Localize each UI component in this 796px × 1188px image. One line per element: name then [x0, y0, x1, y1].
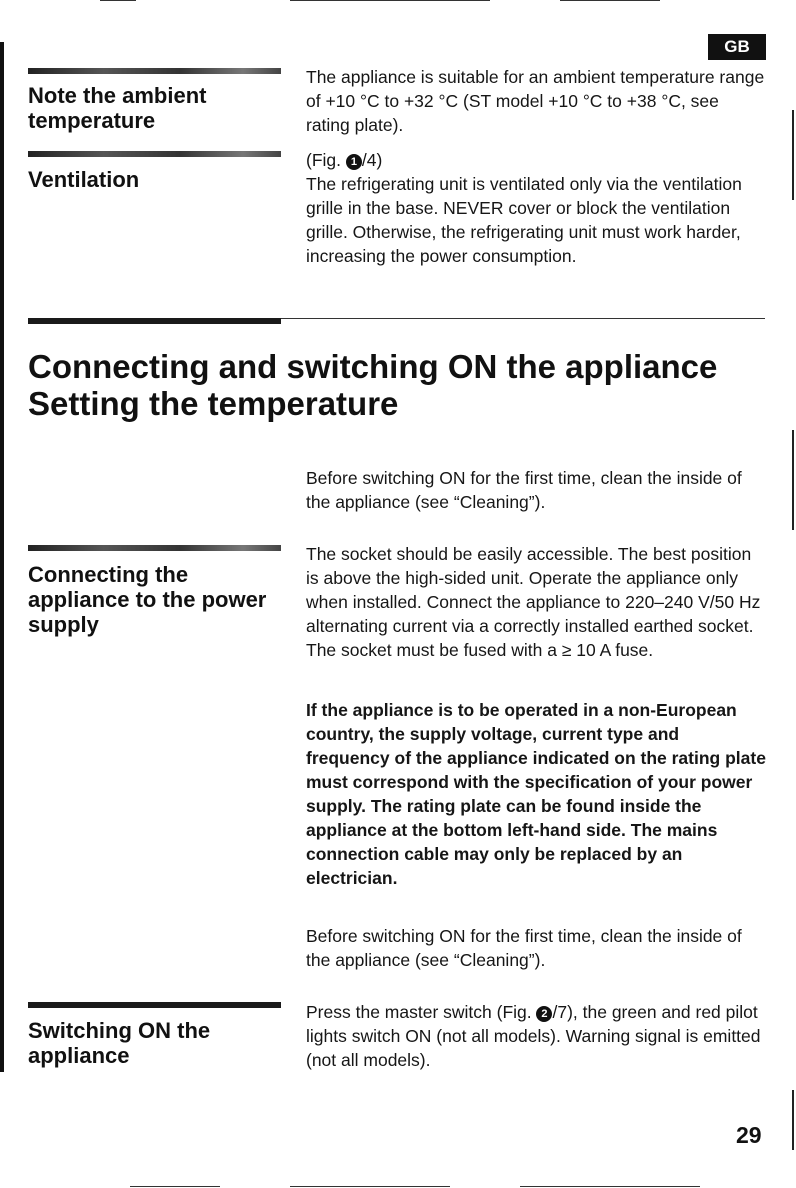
- top-edge-line: [100, 0, 136, 1]
- title-rule: [28, 318, 281, 324]
- bottom-edge-line: [520, 1186, 700, 1187]
- right-edge-bar: [792, 430, 794, 530]
- bottom-edge-line: [130, 1186, 220, 1187]
- section-rule: [28, 68, 281, 74]
- main-title-line1: Connecting and switching ON the appliance: [28, 348, 718, 385]
- top-edge-line: [560, 0, 660, 1]
- ambient-heading: Note the ambient temperature: [28, 83, 207, 133]
- connecting-text: The socket should be easily accessible. The best position is above the high-sided unit. Operate the appliance only when installed. Connect the appliance to 220–240 V/50 Hz alternating current via a correctly installed earthed socket. The socket must be fused with a ≥ 10 A fuse.: [306, 544, 761, 660]
- right-edge-bar: [792, 110, 794, 200]
- top-edge-line: [290, 0, 490, 1]
- title-rule-line: [281, 318, 765, 319]
- ventilation-fig-ref: (Fig. 1 /4): [306, 150, 383, 170]
- section-rule: [28, 545, 281, 551]
- connecting-warning: If the appliance is to be operated in a non-European country, the supply voltage, current type and frequency of the appliance indicated on the rating plate must correspond with the specification of your power supply. The rating plate can be found inside the appliance at the bottom left-hand side. The mains connection cable may only be replaced by an electrician.: [306, 700, 766, 888]
- ventilation-text: The refrigerating unit is ventilated only via the ventilation grille in the base. NEVER cover or block the ventilation grille. Otherwise, the refrigerating unit must work harder, increasing the power consumption.: [306, 174, 742, 266]
- intro-text: Before switching ON for the first time, clean the inside of the appliance (see “Cleaning”).: [306, 468, 742, 512]
- switching-heading: Switching ON the appliance: [28, 1018, 211, 1068]
- ambient-text: The appliance is suitable for an ambient temperature range of +10 °C to +32 °C (ST model +10 °C to +38 °C, see rating plate).: [306, 67, 765, 135]
- right-edge-bar: [792, 1090, 794, 1150]
- figure-number-icon: 2: [536, 1006, 552, 1022]
- ventilation-heading: Ventilation: [28, 167, 140, 192]
- section-rule: [28, 1002, 281, 1008]
- connecting-after-text: Before switching ON for the first time, clean the inside of the appliance (see “Cleaning”).: [306, 926, 742, 970]
- switching-text: Press the master switch (Fig. 2 /7), the green and red pilot lights switch ON (not all models). Warning signal is emitted (not all models).: [306, 1002, 761, 1070]
- bottom-edge-line: [290, 1186, 450, 1187]
- section-rule: [28, 151, 281, 157]
- main-title-line2: Setting the temperature: [28, 385, 399, 422]
- language-badge: GB: [708, 34, 766, 60]
- page-number: 29: [736, 1122, 762, 1148]
- left-margin-bar: [0, 42, 4, 1072]
- connecting-heading: Connecting the appliance to the power supply: [28, 562, 267, 637]
- figure-number-icon: 1: [346, 154, 362, 170]
